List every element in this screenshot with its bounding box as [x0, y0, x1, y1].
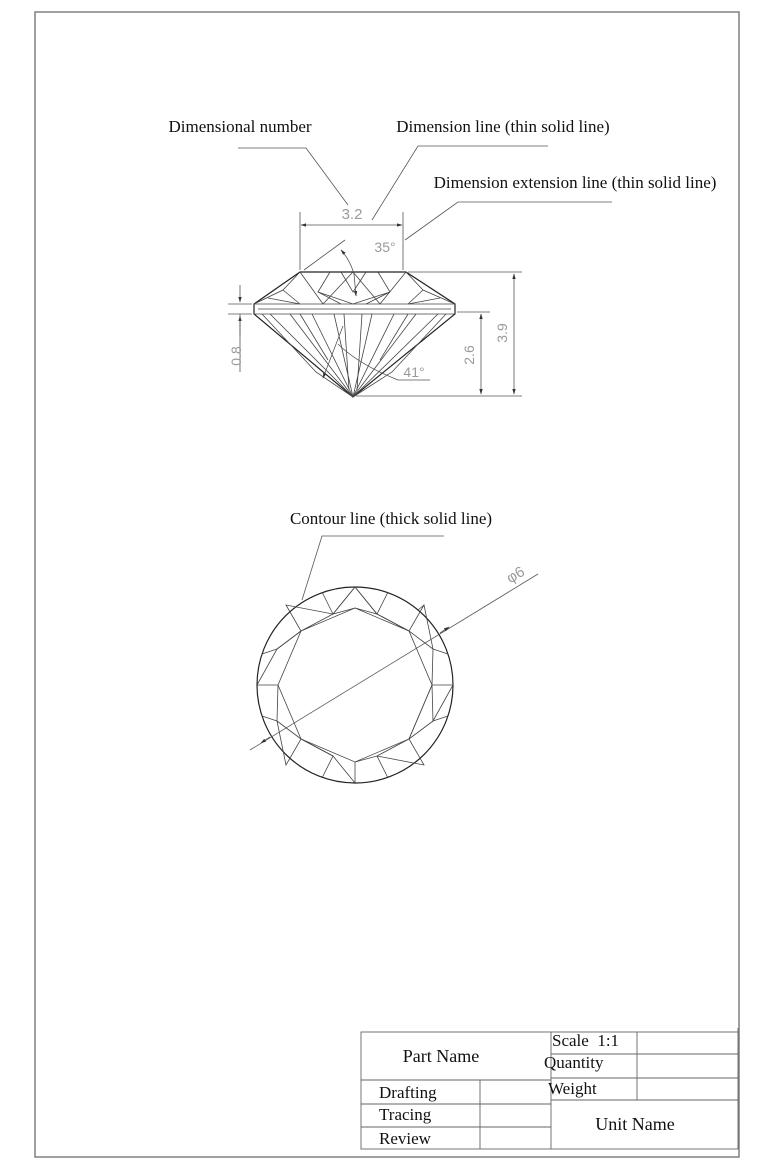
pavilion-angle-dimension	[323, 326, 430, 380]
extension-line-label: Dimension extension line (thin solid line)	[433, 173, 717, 192]
girdle-value: 0.8	[228, 346, 244, 366]
review-label: Review	[379, 1129, 431, 1148]
depth-dimensions	[356, 272, 522, 396]
pavilion-depth-value: 2.6	[461, 345, 477, 365]
crown-angle-dimension	[304, 239, 396, 296]
crown-angle-value: 35°	[374, 239, 396, 255]
top-contour	[257, 587, 453, 783]
weight-label: Weight	[548, 1079, 597, 1098]
title-block	[361, 1028, 738, 1149]
contour-line-label: Contour line (thick solid line)	[289, 509, 493, 528]
dimensional-number-label: Dimensional number	[168, 117, 312, 136]
tracing-label: Tracing	[379, 1105, 432, 1124]
diameter-dimension	[250, 563, 538, 750]
pavilion-angle-value: 41°	[403, 364, 425, 380]
girdle-dimension	[228, 285, 252, 372]
quantity-label: Quantity	[544, 1053, 604, 1072]
width-dimension	[300, 206, 403, 270]
dimension-line-label: Dimension line (thin solid line)	[396, 117, 610, 136]
part-name-label: Part Name	[402, 1046, 480, 1066]
unit-name-label: Unit Name	[595, 1114, 675, 1134]
drafting-label: Drafting	[379, 1083, 437, 1102]
contour-annotation	[290, 509, 492, 600]
diamond-top-view	[257, 587, 453, 783]
diamond-side-view	[254, 272, 455, 397]
side-annotations	[168, 117, 716, 240]
scale-label: Scale 1:1	[552, 1031, 620, 1050]
total-depth-value: 3.9	[494, 323, 510, 343]
width-value: 3.2	[341, 206, 363, 223]
diameter-value: φ6	[503, 563, 528, 588]
